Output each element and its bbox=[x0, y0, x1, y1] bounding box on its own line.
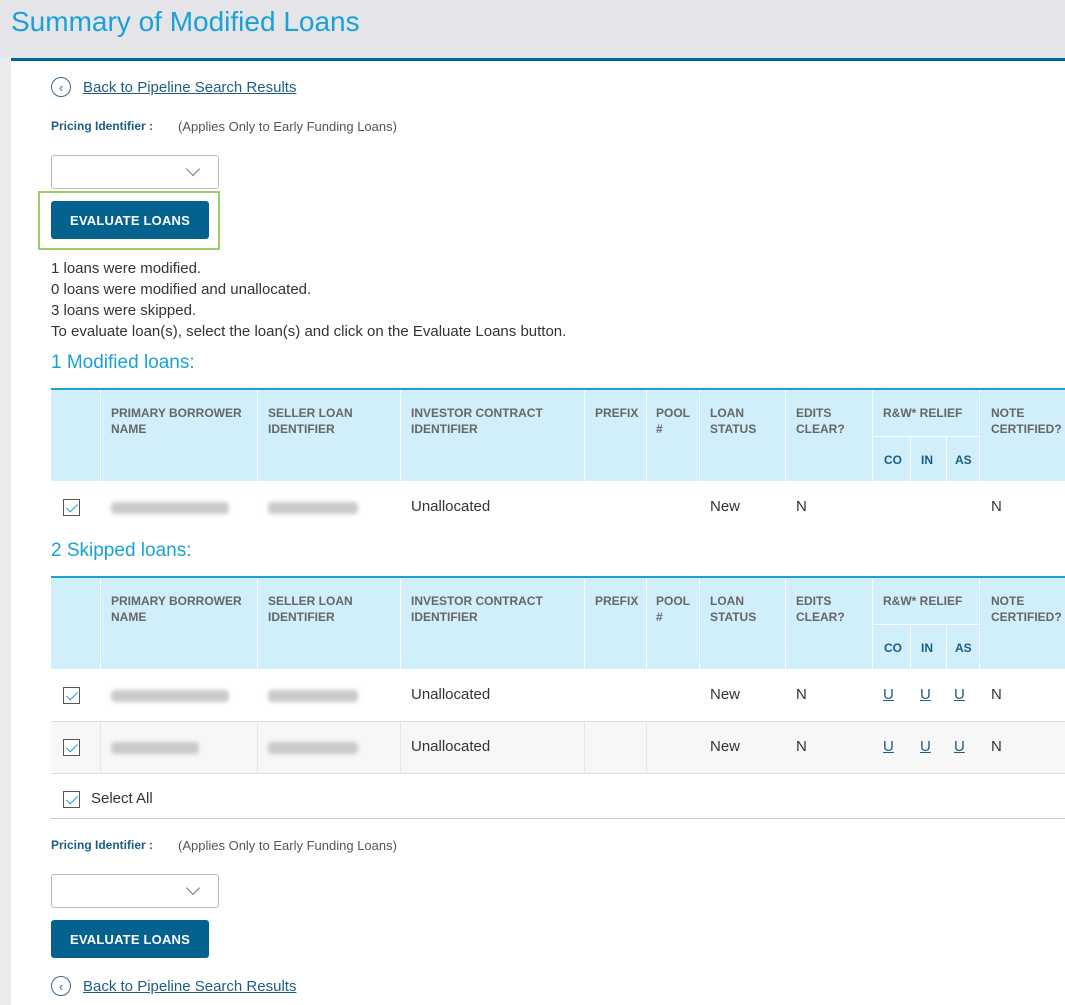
status-cell: New bbox=[710, 498, 741, 515]
message-line: 3 loans were skipped. bbox=[51, 302, 197, 319]
redacted-borrower-name bbox=[111, 690, 229, 702]
col-as: AS bbox=[955, 641, 972, 655]
col-status: LOAN STATUS bbox=[710, 594, 757, 624]
table-row bbox=[51, 722, 1065, 773]
relief-co-link[interactable]: U bbox=[883, 686, 894, 703]
section-divider bbox=[51, 818, 1065, 819]
edits-cell: N bbox=[796, 738, 807, 755]
row-checkbox[interactable] bbox=[63, 499, 80, 516]
row-checkbox[interactable] bbox=[63, 687, 80, 704]
table-header bbox=[51, 576, 1065, 669]
col-note: NOTE CERTIFIED? bbox=[991, 406, 1062, 436]
note-cell: N bbox=[991, 686, 1002, 703]
col-in: IN bbox=[921, 641, 933, 655]
row-divider bbox=[51, 773, 1065, 774]
edits-cell: N bbox=[796, 686, 807, 703]
main-content bbox=[11, 58, 1065, 1005]
col-edits: EDITS CLEAR? bbox=[796, 406, 845, 436]
note-cell: N bbox=[991, 738, 1002, 755]
page-header bbox=[0, 0, 1065, 58]
col-relief: R&W* RELIEF bbox=[883, 406, 963, 420]
evaluate-loans-button-top[interactable]: EVALUATE LOANS bbox=[51, 201, 209, 239]
col-co: CO bbox=[884, 453, 902, 467]
table-row bbox=[51, 669, 1065, 721]
status-messages bbox=[51, 258, 566, 342]
chevron-left-circle-icon: ‹ bbox=[51, 77, 71, 97]
message-line: To evaluate loan(s), select the loan(s) and click on the Evaluate Loans button. bbox=[51, 323, 567, 340]
page-title: Summary of Modified Loans bbox=[11, 6, 360, 37]
col-as: AS bbox=[955, 453, 972, 467]
col-contract: INVESTOR CONTRACT IDENTIFIER bbox=[411, 406, 543, 436]
back-to-pipeline-link-top[interactable] bbox=[51, 77, 296, 97]
relief-as-link[interactable]: U bbox=[954, 686, 965, 703]
evaluate-loans-button-bottom[interactable]: EVALUATE LOANS bbox=[51, 920, 209, 958]
skipped-loans-heading: 2 Skipped loans: bbox=[51, 540, 192, 561]
modified-loans-heading: 1 Modified loans: bbox=[51, 352, 195, 373]
table-row bbox=[51, 481, 1065, 533]
status-cell: New bbox=[710, 686, 741, 703]
pricing-identifier-note: (Applies Only to Early Funding Loans) bbox=[178, 119, 397, 134]
back-link-label: Back to Pipeline Search Results bbox=[83, 977, 297, 995]
pricing-identifier-label: Pricing Identifier : bbox=[51, 119, 154, 133]
redacted-seller-id bbox=[268, 690, 358, 702]
redacted-seller-id bbox=[268, 502, 358, 514]
chevron-left-circle-icon: ‹ bbox=[51, 976, 71, 996]
contract-cell: Unallocated bbox=[411, 686, 491, 703]
back-to-pipeline-link-bottom[interactable] bbox=[51, 976, 296, 996]
relief-in-link[interactable]: U bbox=[920, 738, 931, 755]
chevron-down-icon bbox=[186, 162, 200, 176]
col-contract: INVESTOR CONTRACT IDENTIFIER bbox=[411, 594, 543, 624]
col-pool: POOL # bbox=[656, 406, 690, 436]
message-line: 0 loans were modified and unallocated. bbox=[51, 281, 312, 298]
col-pool: POOL # bbox=[656, 594, 690, 624]
col-borrower: PRIMARY BORROWER NAME bbox=[111, 594, 242, 624]
col-seller-id: SELLER LOAN IDENTIFIER bbox=[268, 406, 353, 436]
back-link-label: Back to Pipeline Search Results bbox=[83, 78, 297, 96]
message-line: 1 loans were modified. bbox=[51, 260, 202, 277]
col-status: LOAN STATUS bbox=[710, 406, 757, 436]
relief-co-link[interactable]: U bbox=[883, 738, 894, 755]
note-cell: N bbox=[991, 498, 1002, 515]
col-relief: R&W* RELIEF bbox=[883, 594, 963, 608]
status-cell: New bbox=[710, 738, 741, 755]
select-all-label: Select All bbox=[91, 790, 153, 807]
col-seller-id: SELLER LOAN IDENTIFIER bbox=[268, 594, 353, 624]
edits-cell: N bbox=[796, 498, 807, 515]
pricing-identifier-label: Pricing Identifier : bbox=[51, 838, 154, 852]
col-co: CO bbox=[884, 641, 902, 655]
pricing-identifier-select-top[interactable] bbox=[51, 155, 219, 189]
redacted-seller-id bbox=[268, 742, 358, 754]
col-note: NOTE CERTIFIED? bbox=[991, 594, 1062, 624]
relief-in-link[interactable]: U bbox=[920, 686, 931, 703]
row-checkbox[interactable] bbox=[63, 739, 80, 756]
table-header bbox=[51, 388, 1065, 481]
pricing-identifier-note: (Applies Only to Early Funding Loans) bbox=[178, 838, 397, 853]
col-edits: EDITS CLEAR? bbox=[796, 594, 845, 624]
redacted-borrower-name bbox=[111, 502, 229, 514]
contract-cell: Unallocated bbox=[411, 738, 491, 755]
col-in: IN bbox=[921, 453, 933, 467]
contract-cell: Unallocated bbox=[411, 498, 491, 515]
chevron-down-icon bbox=[186, 881, 200, 895]
col-prefix: PREFIX bbox=[595, 594, 639, 608]
pricing-identifier-select-bottom[interactable] bbox=[51, 874, 219, 908]
redacted-borrower-name bbox=[111, 742, 199, 754]
relief-as-link[interactable]: U bbox=[954, 738, 965, 755]
col-prefix: PREFIX bbox=[595, 406, 639, 420]
col-borrower: PRIMARY BORROWER NAME bbox=[111, 406, 242, 436]
select-all-checkbox[interactable] bbox=[63, 791, 80, 808]
